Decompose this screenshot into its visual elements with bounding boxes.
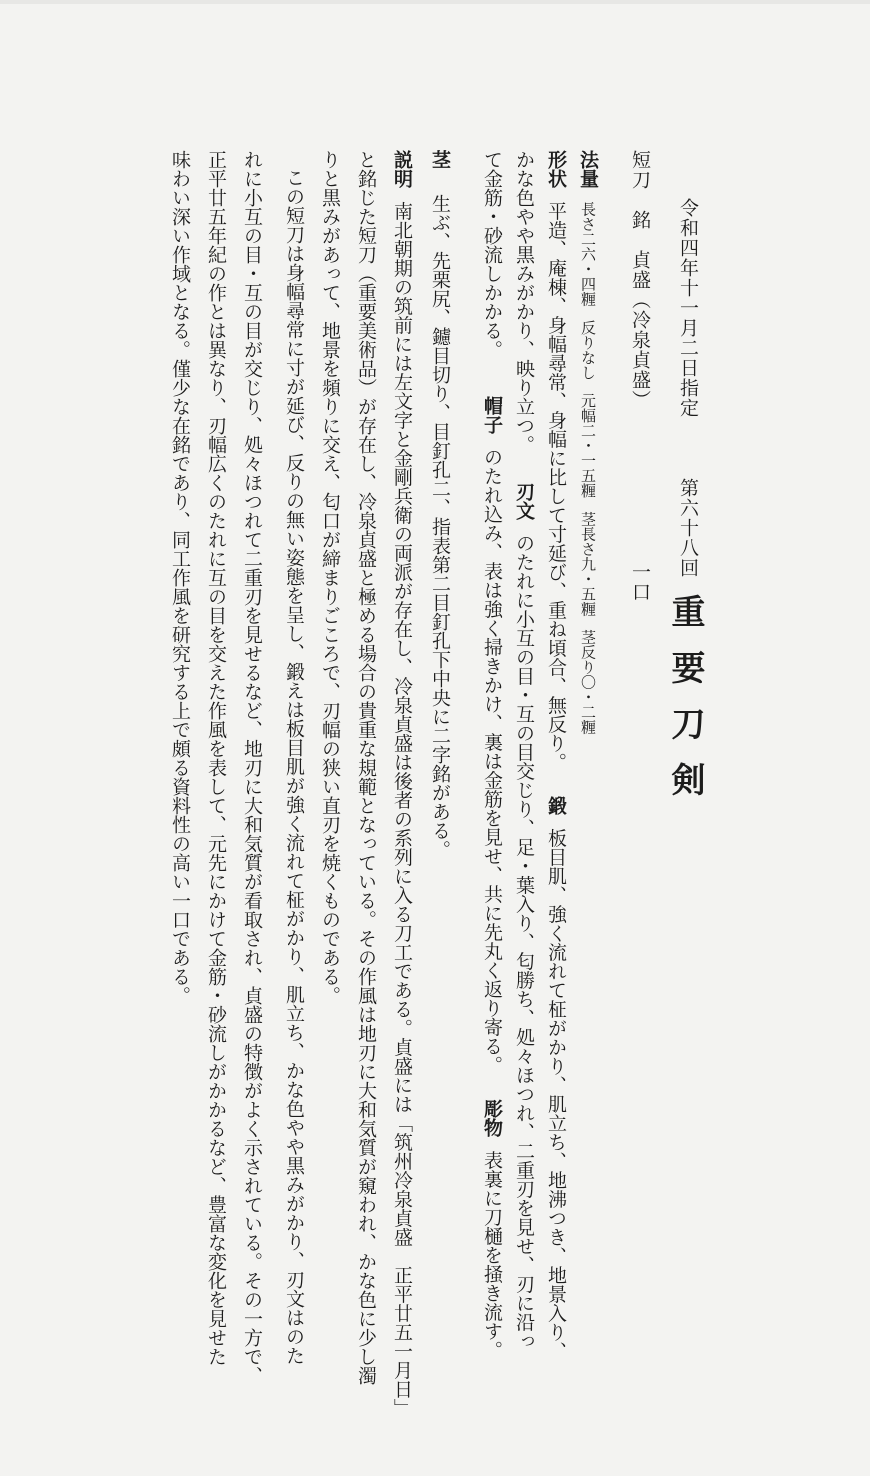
explanation-col-7: 味わい深い作域となる。僅少な在銘であり、同工作風を研究する上で頗る資料性の高い一口である。 bbox=[169, 150, 191, 1005]
horimono-text: 表裏に刀樋を掻き流す。 bbox=[481, 1150, 503, 1360]
houryou-label: 法量 bbox=[577, 150, 599, 188]
explanation-col-6: 正平廿五年紀の作とは異なり、刃幅広くのたれに互の目を交えた作風を表して、元先にかけて金筋・砂流しがかかるなど、豊富な変化を見せた bbox=[205, 150, 227, 1366]
kitae-row-2: かな色やや黒みがかり、映り立つ。 bbox=[513, 150, 535, 454]
explanation-col-4: この短刀は身幅尋常に寸が延び、反りの無い姿態を呈し、鍛えは板目肌が強く流れて柾がかり、肌立ち、かな色やや黒みがかり、刃文はのた bbox=[283, 168, 305, 1365]
nakago-text: 生ぶ、先栗尻、鑢目切り、目釘孔二、指表第二目釘孔下中央に二字銘がある。 bbox=[429, 193, 451, 859]
explanation-col-1: 南北朝期の筑前には左文字と金剛兵衛の両派が存在し、冷泉貞盛は後者の系列に入る刀工である。貞盛には「筑州冷泉貞盛 正平廿五一月日」 bbox=[391, 201, 413, 1418]
boushi-row bbox=[482, 396, 501, 1359]
hamon-row-2: て金筋・砂流しかかる。 bbox=[481, 150, 503, 359]
hamon-label: 刃文 bbox=[513, 482, 535, 520]
boushi-text: のたれ込み、表は強く掃きかけ、裏は金筋を見せ、共に先丸く返り寄る。 bbox=[481, 447, 503, 1075]
houryou-row bbox=[578, 150, 597, 734]
explanation-col-5: れに小互の目・互の目が交じり、処々ほつれて二重刃を見せるなど、地刃に大和気質が看取され、貞盛の特徴がよく示されている。その一方で、 bbox=[241, 150, 263, 1385]
keijou-label: 形状 bbox=[545, 150, 567, 188]
designation-date: 令和四年十一月二日指定 bbox=[677, 198, 699, 418]
explanation-col-2: と銘じた短刀（重要美術品）が存在し、冷泉貞盛と極める場合の貴重な規範となっている。その作風は地刃に大和気質が窺われ、かな色に少し濁 bbox=[355, 150, 377, 1385]
item-name: 短刀 銘 貞盛（冷泉貞盛） bbox=[629, 150, 651, 410]
nakago-label: 茎 bbox=[429, 150, 451, 169]
session-number: 第六十八回 bbox=[677, 478, 699, 578]
kitae-text-1: 板目肌、強く流れて柾がかり、肌立ち、地沸つき、地景入り、 bbox=[545, 828, 567, 1361]
explanation-label: 説明 bbox=[391, 150, 413, 188]
houryou-sori: 反りなし bbox=[579, 319, 597, 380]
explanation-row-1 bbox=[392, 150, 411, 1417]
houryou-nakago-sori: 茎反り〇・二糎 bbox=[579, 629, 597, 735]
boushi-label: 帽子 bbox=[481, 396, 503, 434]
item-count: 一口 bbox=[629, 562, 651, 602]
horimono-label: 彫物 bbox=[481, 1098, 503, 1137]
hamon-text-1: のたれに小互の目・互の目交じり、足・葉入り、匂勝ち、処々ほつれ、二重刃を見せ、刃に沿っ bbox=[513, 533, 535, 1351]
houryou-nakago: 茎長さ九・五糎 bbox=[579, 511, 597, 617]
keijou-text: 平造、庵棟、身幅尋常、身幅に比して寸延び、重ね頃合、無反り。 bbox=[545, 201, 567, 772]
hamon-row bbox=[514, 482, 533, 1350]
nakago-row bbox=[430, 150, 449, 859]
keijou-row bbox=[546, 150, 565, 1360]
explanation-col-3: りと黒みがあって、地景を頻りに交え、匂口が締まりごころで、刃幅の狭い直刃を焼くものである。 bbox=[319, 150, 341, 1005]
kitae-label: 鍛 bbox=[545, 795, 567, 815]
category-title: 重要刀剣 bbox=[665, 594, 705, 818]
houryou-motohaba: 元幅二・一五糎 bbox=[579, 392, 597, 498]
houryou-length: 長さ二六・四糎 bbox=[579, 201, 597, 307]
